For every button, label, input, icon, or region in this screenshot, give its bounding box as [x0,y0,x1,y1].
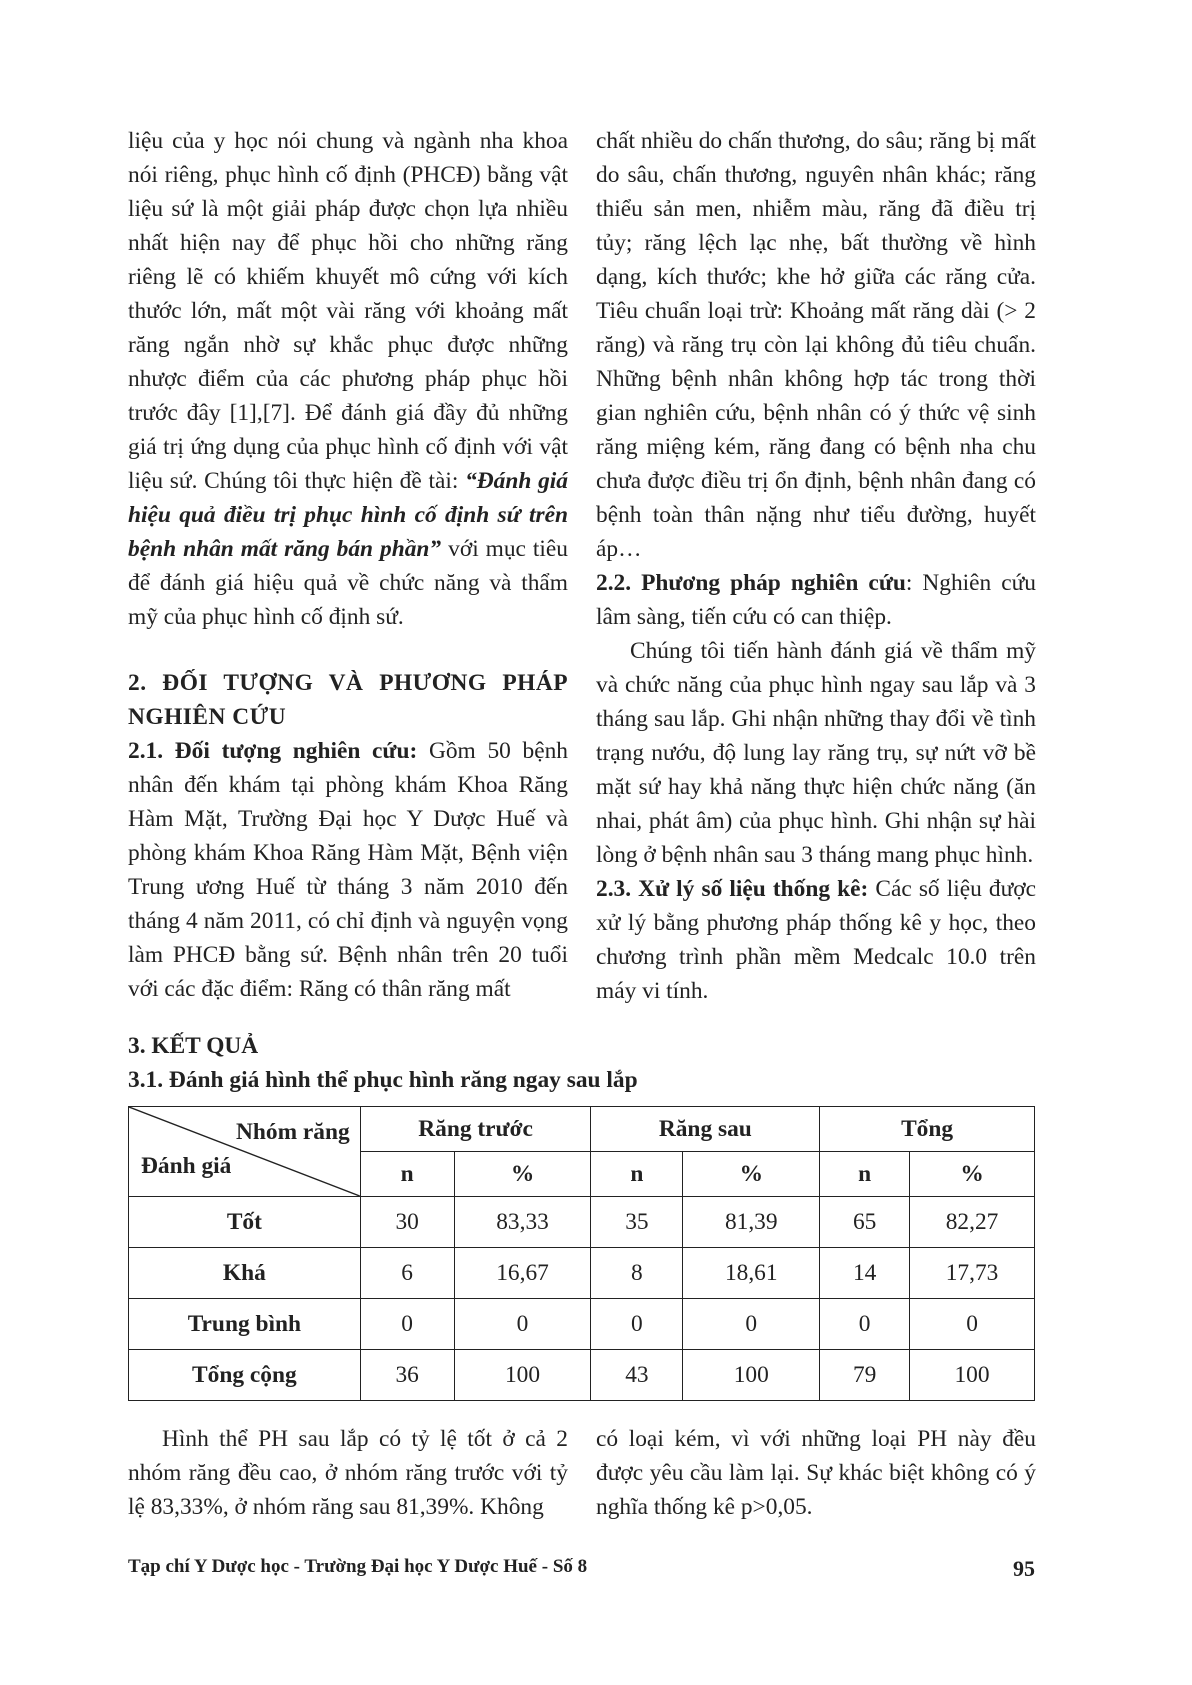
table-cell: 0 [454,1299,591,1350]
section-2-3-label: 2.3. Xử lý số liệu thống kê: [596,876,869,902]
table-cell: 81,39 [683,1197,820,1248]
table-cell: 0 [591,1299,683,1350]
row-label: Tổng cộng [129,1350,361,1401]
method-paragraph: Chúng tôi tiến hành đánh giá về thẩm mỹ và chức năng của phục hình ngay sau lắp và 3 tháng sau lắp. Ghi nhận những thay đổi về tình trạng nướu, độ lung lay răng trụ, sự nứt vỡ bề mặt sứ hay khả năng thực hiện chức năng (ăn nhai, phát âm) của phục hình. Ghi nhận sự hài lòng ở bệnh nhân sau 3 tháng mang phục hình. [596,638,1036,868]
subheader-n: n [591,1152,683,1197]
section-2-2-label: 2.2. Phương pháp nghiên cứu [596,570,906,596]
table-row [129,1197,1035,1248]
group-header: Tổng [820,1107,1035,1152]
left-column [128,124,568,1006]
table-row [129,1248,1035,1299]
table-cell: 35 [591,1197,683,1248]
study-title-quote: “Đánh giá hiệu quả điều trị phục hình cố định sứ trên bệnh nhân mất răng bán phần” [128,468,568,562]
group-header: Răng sau [591,1107,820,1152]
corner-top-label: Nhóm răng [236,1119,350,1145]
table-cell: 0 [360,1299,454,1350]
table-cell: 65 [820,1197,910,1248]
footer-journal-name: Tạp chí Y Dược học - Trường Đại học Y Dược Huế - Số 8 [128,1556,588,1577]
bottom-right-column [596,1422,1036,1524]
section-2-title: 2. ĐỐI TƯỢNG VÀ PHƯƠNG PHÁP NGHIÊN CỨU [128,670,568,730]
table-header-row [129,1107,1035,1152]
group-header: Răng trước [360,1107,591,1152]
table-row [129,1350,1035,1401]
table-cell: 0 [910,1299,1035,1350]
table-cell: 8 [591,1248,683,1299]
table-cell: 0 [683,1299,820,1350]
row-label: Trung bình [129,1299,361,1350]
section-2-1-label: 2.1. Đối tượng nghiên cứu: [128,738,418,764]
subheader-n: n [360,1152,454,1197]
section-2-1-text: Gồm 50 bệnh nhân đến khám tại phòng khám Khoa Răng Hàm Mặt, Trường Đại học Y Dược Huế và phòng khám Khoa Răng Hàm Mặt, Bệnh viện Trung ương Huế từ tháng 3 năm 2010 đến tháng 4 năm 2011, có chỉ định và nguyện vọng làm PHCĐ bằng sứ. Bệnh nhân trên 20 tuổi với các đặc điểm: Răng có thân răng mất [128,738,568,1002]
subheader-percent: % [454,1152,591,1197]
intro-text: liệu của y học nói chung và ngành nha khoa nói riêng, phục hình cố định (PHCĐ) bằng vật liệu sứ là một giải pháp được chọn lựa nhiều nhất hiện nay để phục hồi cho những răng riêng lẽ có khiếm khuyết mô cứng với kích thước lớn, mất một vài răng với khoảng mất răng ngắn nhờ sự khắc phục được những nhược điểm của các phương pháp phục hồi trước đây [1],[7]. Để đánh giá đầy đủ những giá trị ứng dụng của phục hình cố định với vật liệu sứ. Chúng tôi thực hiện đề tài: [128,128,568,494]
page-number: 95 [1013,1556,1035,1581]
table-cell: 6 [360,1248,454,1299]
results-table [128,1106,1035,1401]
table-cell: 100 [910,1350,1035,1401]
table-corner-cell [129,1107,361,1197]
section-2-3-text: Các số liệu được xử lý bằng phương pháp thống kê y học, theo chương trình phần mềm Medcalc 10.0 trên máy vi tính. [596,876,1036,1004]
table-cell: 100 [683,1350,820,1401]
table-row [129,1299,1035,1350]
bottom-left-column [128,1422,568,1524]
results-discussion-paragraph: Hình thể PH sau lắp có tỷ lệ tốt ở cả 2 nhóm răng đều cao, ở nhóm răng trước với tỷ lệ 83,33%, ở nhóm răng sau 81,39%. Không [128,1426,568,1520]
right-column [596,124,1036,1008]
section-2-3-paragraph [596,872,1036,1008]
section-2-2-paragraph [596,566,1036,634]
row-label: Tốt [129,1197,361,1248]
section-2-2-text: : Nghiên cứu lâm sàng, tiến cứu có can thiệp. [596,570,1037,630]
table-caption: 3.1. Đánh giá hình thể phục hình răng ngay sau lắp [128,1067,638,1093]
table-cell: 79 [820,1350,910,1401]
intro-tail: với mục tiêu để đánh giá hiệu quả về chức năng và thẩm mỹ của phục hình cố định sứ. [128,536,569,630]
table-cell: 82,27 [910,1197,1035,1248]
results-discussion-continued: có loại kém, vì với những loại PH này đều được yêu cầu làm lại. Sự khác biệt không có ý nghĩa thống kê p>0,05. [596,1426,1036,1520]
table-cell: 83,33 [454,1197,591,1248]
row-label: Khá [129,1248,361,1299]
table-cell: 100 [454,1350,591,1401]
table-cell: 0 [820,1299,910,1350]
intro-paragraph [128,124,568,634]
table-cell: 18,61 [683,1248,820,1299]
table-cell: 16,67 [454,1248,591,1299]
table-cell: 14 [820,1248,910,1299]
table-cell: 30 [360,1197,454,1248]
subheader-percent: % [683,1152,820,1197]
table-cell: 36 [360,1350,454,1401]
section-2-1-paragraph [128,734,568,1006]
table-cell: 17,73 [910,1248,1035,1299]
corner-bottom-label: Đánh giá [141,1153,232,1179]
criteria-paragraph: chất nhiều do chấn thương, do sâu; răng bị mất do sâu, chấn thương, nguyên nhân khác; răng thiểu sản men, nhiễm màu, răng đã điều trị tủy; răng lệch lạc nhẹ, bất thường về hình dạng, kích thước; khe hở giữa các răng cửa. Tiêu chuẩn loại trừ: Khoảng mất răng dài (> 2 răng) và răng trụ còn lại không đủ tiêu chuẩn. Những bệnh nhân không hợp tác trong thời gian nghiên cứu, bệnh nhân có ý thức vệ sinh răng miệng kém, răng đang có bệnh nha chu chưa được điều trị ổn định, bệnh nhân đang có bệnh toàn thân nặng như tiểu đường, huyết áp… [596,128,1036,562]
subheader-percent: % [910,1152,1035,1197]
table-cell: 43 [591,1350,683,1401]
subheader-n: n [820,1152,910,1197]
results-heading: 3. KẾT QUẢ [128,1033,259,1059]
